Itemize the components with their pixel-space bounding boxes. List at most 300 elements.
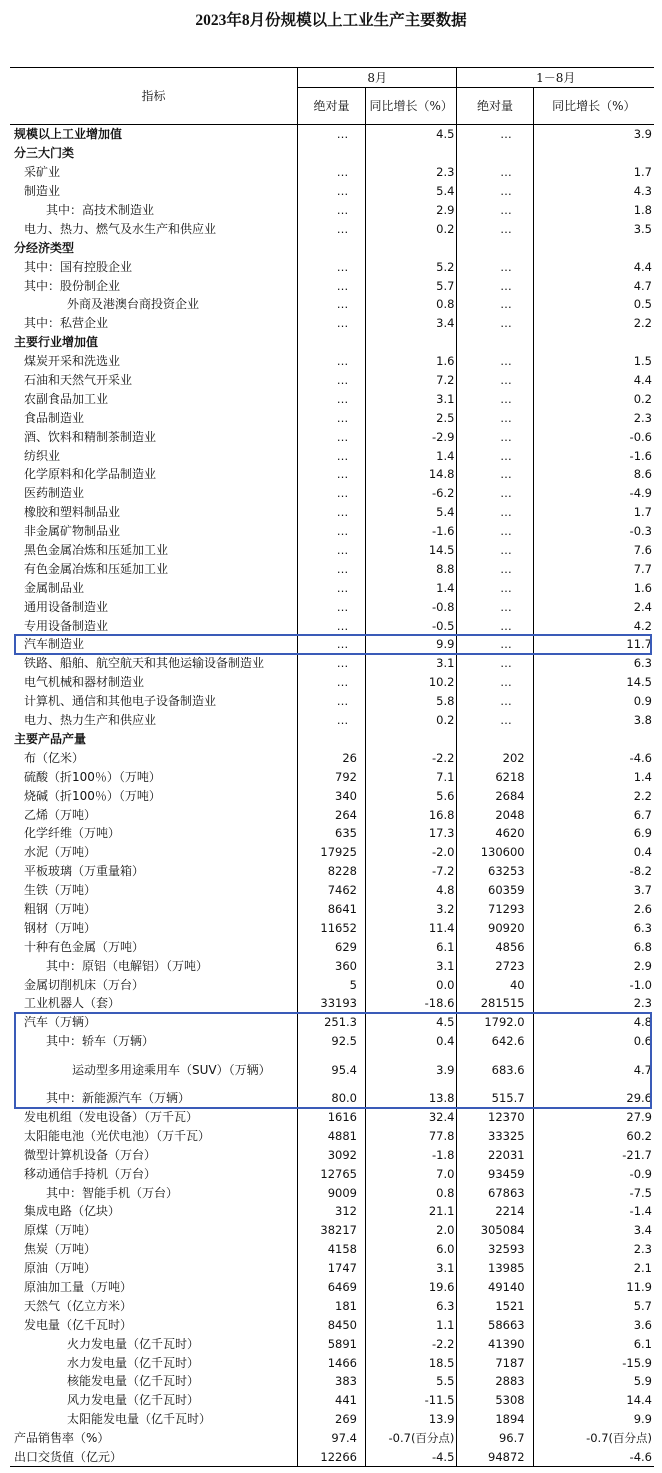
table-row — [10, 1240, 654, 1259]
row-label: 食品制造业 — [10, 408, 297, 427]
cell-month-abs: 383 — [297, 1372, 365, 1391]
cell-ytd-abs: 683.6 — [457, 1051, 533, 1089]
row-label: 其中：股份制企业 — [10, 276, 297, 295]
cell-month-yoy: 2.9 — [366, 201, 457, 220]
table-row — [10, 371, 654, 390]
table-row — [10, 1032, 654, 1051]
row-label: 钢材（万吨） — [10, 918, 297, 937]
cell-month-yoy: 9.9 — [366, 635, 457, 654]
cell-ytd-abs: 1521 — [457, 1296, 533, 1315]
row-label: 金属切削机床（万台） — [10, 975, 297, 994]
cell-ytd-yoy: 2.1 — [633, 1261, 652, 1276]
page-title: 2023年8月份规模以上工业生产主要数据 — [195, 12, 467, 29]
cell-month-yoy: 1.6 — [366, 352, 457, 371]
row-label: 石油和天然气开采业 — [10, 371, 297, 390]
cell-month-abs: … — [297, 559, 365, 578]
cell-ytd-yoy: -15.9 — [622, 1355, 652, 1370]
cell-month-abs: 12266 — [297, 1448, 365, 1467]
header-indicator: 指标 — [10, 68, 297, 125]
cell-ytd-yoy: 4.8 — [633, 1015, 652, 1030]
table-row — [10, 1278, 654, 1297]
cell-ytd-abs: 33325 — [457, 1126, 533, 1145]
table-row — [10, 238, 654, 257]
cell-month-yoy: -2.2 — [366, 748, 457, 767]
cell-ytd-yoy: -21.7 — [622, 1147, 652, 1162]
row-label: 烧碱（折100％）（万吨） — [10, 786, 297, 805]
cell-month-yoy: -0.5 — [366, 616, 457, 635]
header-yoy-month: 同比增长（%） — [366, 88, 457, 125]
cell-ytd-abs: 6218 — [457, 767, 533, 786]
cell-month-yoy: 14.8 — [366, 465, 457, 484]
cell-ytd-abs: 60359 — [457, 881, 533, 900]
cell-month-yoy: 13.9 — [366, 1410, 457, 1429]
cell-ytd-yoy: 1.6 — [633, 580, 652, 595]
row-label: 其中：轿车（万辆） — [10, 1032, 297, 1051]
cell-month-yoy: 5.4 — [366, 182, 457, 201]
cell-ytd-abs: … — [457, 484, 533, 503]
row-label: 农副食品加工业 — [10, 389, 297, 408]
table-row — [10, 1315, 654, 1334]
row-label: 分经济类型 — [10, 238, 297, 257]
cell-month-abs: 80.0 — [297, 1089, 365, 1108]
cell-month-abs: 8450 — [297, 1315, 365, 1334]
cell-ytd-abs: 32593 — [457, 1240, 533, 1259]
table-row — [10, 975, 654, 994]
row-label: 核能发电量（亿千瓦时） — [10, 1372, 297, 1391]
table-row — [10, 1221, 654, 1240]
cell-ytd-abs: 1792.0 — [457, 1013, 533, 1032]
row-label: 黑色金属冶炼和压延加工业 — [10, 541, 297, 560]
row-label: 硫酸（折100％）（万吨） — [10, 767, 297, 786]
cell-ytd-yoy: 11.9 — [626, 1279, 652, 1294]
cell-month-yoy: 19.6 — [366, 1278, 457, 1297]
row-label: 通用设备制造业 — [10, 597, 297, 616]
cell-ytd-yoy: 1.5 — [633, 354, 652, 369]
cell-ytd-yoy: 6.1 — [633, 1336, 652, 1351]
cell-month-yoy — [366, 144, 457, 163]
cell-ytd-yoy: 4.2 — [633, 618, 652, 633]
header-abs-month: 绝对量 — [297, 88, 365, 125]
row-label: 金属制品业 — [10, 578, 297, 597]
cell-month-yoy: 3.1 — [366, 654, 457, 673]
table-row — [10, 522, 654, 541]
cell-month-yoy — [366, 333, 457, 352]
cell-month-abs: 360 — [297, 956, 365, 975]
table-row — [10, 578, 654, 597]
table-row — [10, 711, 654, 730]
cell-month-yoy — [366, 238, 457, 257]
cell-ytd-abs: 2723 — [457, 956, 533, 975]
table-row — [10, 1296, 654, 1315]
cell-ytd-yoy: 7.7 — [633, 561, 652, 576]
cell-ytd-yoy: 9.9 — [633, 1412, 652, 1427]
table-body — [10, 125, 654, 1467]
table-row — [10, 182, 654, 201]
cell-ytd-abs: 93459 — [457, 1164, 533, 1183]
cell-month-yoy: 6.1 — [366, 937, 457, 956]
row-label: 出口交货值（亿元） — [10, 1448, 297, 1467]
cell-month-yoy: -4.5 — [366, 1448, 457, 1467]
cell-ytd-yoy: 1.4 — [633, 769, 652, 784]
row-label: 采矿业 — [10, 163, 297, 182]
cell-ytd-yoy: 4.7 — [633, 1062, 652, 1077]
cell-month-abs: 4881 — [297, 1126, 365, 1145]
table-row — [10, 1164, 654, 1183]
table-row — [10, 1334, 654, 1353]
table-row — [10, 125, 654, 144]
row-label: 其中：智能手机（万台） — [10, 1183, 297, 1202]
cell-month-yoy: 7.1 — [366, 767, 457, 786]
cell-ytd-abs: … — [457, 465, 533, 484]
table-row — [10, 1126, 654, 1145]
cell-month-abs: … — [297, 578, 365, 597]
cell-month-yoy: 0.0 — [366, 975, 457, 994]
table-row — [10, 295, 654, 314]
cell-month-abs: 7462 — [297, 881, 365, 900]
row-label: 产品销售率（%） — [10, 1429, 297, 1448]
cell-ytd-abs: 94872 — [457, 1448, 533, 1467]
header-period-ytd: 1－8月 — [457, 68, 654, 88]
cell-month-yoy: 5.4 — [366, 503, 457, 522]
cell-ytd-abs: 305084 — [457, 1221, 533, 1240]
row-label: 制造业 — [10, 182, 297, 201]
cell-ytd-yoy: 2.3 — [633, 996, 652, 1011]
cell-ytd-yoy: 3.4 — [633, 1223, 652, 1238]
cell-month-yoy: -2.0 — [366, 843, 457, 862]
cell-month-abs: 1616 — [297, 1108, 365, 1127]
cell-ytd-yoy: 0.4 — [633, 845, 652, 860]
cell-month-abs: … — [297, 541, 365, 560]
cell-month-abs: 340 — [297, 786, 365, 805]
cell-month-abs: … — [297, 352, 365, 371]
cell-ytd-yoy: 2.6 — [633, 901, 652, 916]
cell-month-yoy: 5.6 — [366, 786, 457, 805]
cell-month-abs: 38217 — [297, 1221, 365, 1240]
cell-month-yoy: 6.3 — [366, 1296, 457, 1315]
cell-ytd-yoy: 1.8 — [633, 203, 652, 217]
cell-ytd-abs: … — [457, 314, 533, 333]
cell-ytd-yoy — [533, 730, 654, 749]
table-row — [10, 805, 654, 824]
cell-month-abs: 17925 — [297, 843, 365, 862]
cell-month-yoy: -7.2 — [366, 862, 457, 881]
cell-month-abs: 1747 — [297, 1259, 365, 1278]
cell-ytd-yoy: 6.3 — [633, 920, 652, 935]
cell-ytd-yoy: 1.7 — [633, 505, 652, 520]
table-row — [10, 1448, 654, 1467]
cell-month-abs: 6469 — [297, 1278, 365, 1297]
cell-ytd-abs: … — [457, 427, 533, 446]
cell-ytd-yoy: -4.6 — [629, 1450, 652, 1464]
row-label: 电力、热力、燃气及水生产和供应业 — [10, 219, 297, 238]
cell-ytd-abs: … — [457, 692, 533, 711]
table-row — [10, 1202, 654, 1221]
cell-month-abs — [297, 333, 365, 352]
row-label: 橡胶和塑料制品业 — [10, 503, 297, 522]
cell-month-abs — [297, 238, 365, 257]
cell-month-abs: 251.3 — [297, 1013, 365, 1032]
row-label: 运动型多用途乘用车（SUV）（万辆） — [10, 1051, 297, 1089]
cell-ytd-yoy: -1.0 — [629, 977, 652, 992]
cell-ytd-yoy: -8.2 — [629, 864, 652, 879]
cell-ytd-abs: … — [457, 219, 533, 238]
cell-ytd-abs: … — [457, 182, 533, 201]
row-label: 集成电路（亿块） — [10, 1202, 297, 1221]
table-row — [10, 503, 654, 522]
cell-month-abs: 5 — [297, 975, 365, 994]
table-row — [10, 616, 654, 635]
cell-ytd-abs: … — [457, 408, 533, 427]
cell-ytd-abs — [457, 144, 533, 163]
row-label: 天然气（亿立方米） — [10, 1296, 297, 1315]
cell-month-yoy: 5.7 — [366, 276, 457, 295]
cell-month-yoy: 14.5 — [366, 541, 457, 560]
row-label: 专用设备制造业 — [10, 616, 297, 635]
table-row — [10, 767, 654, 786]
table-row — [10, 1013, 654, 1032]
cell-ytd-abs: … — [457, 597, 533, 616]
cell-ytd-abs: … — [457, 125, 533, 144]
cell-ytd-abs: 4620 — [457, 824, 533, 843]
cell-month-abs: … — [297, 295, 365, 314]
row-label: 原煤（万吨） — [10, 1221, 297, 1240]
cell-ytd-abs: … — [457, 276, 533, 295]
cell-ytd-yoy: 29.6 — [626, 1091, 652, 1106]
cell-ytd-yoy: 6.9 — [633, 826, 652, 841]
table-row — [10, 144, 654, 163]
cell-month-abs: 9009 — [297, 1183, 365, 1202]
row-label: 平板玻璃（万重量箱） — [10, 862, 297, 881]
cell-ytd-abs — [457, 730, 533, 749]
cell-month-abs: … — [297, 201, 365, 220]
cell-ytd-abs: … — [457, 711, 533, 730]
cell-ytd-abs: … — [457, 616, 533, 635]
cell-ytd-abs: 40 — [457, 975, 533, 994]
cell-ytd-abs: … — [457, 503, 533, 522]
cell-ytd-abs: 642.6 — [457, 1032, 533, 1051]
cell-month-abs: … — [297, 465, 365, 484]
row-label: 分三大门类 — [10, 144, 297, 163]
cell-ytd-abs: … — [457, 295, 533, 314]
cell-ytd-yoy: 3.9 — [633, 127, 652, 142]
cell-month-abs: 33193 — [297, 994, 365, 1013]
row-label: 电力、热力生产和供应业 — [10, 711, 297, 730]
cell-month-yoy: -18.6 — [366, 994, 457, 1013]
cell-ytd-abs: 2214 — [457, 1202, 533, 1221]
row-label: 布（亿米） — [10, 748, 297, 767]
cell-month-abs: … — [297, 711, 365, 730]
cell-month-yoy: 0.4 — [366, 1032, 457, 1051]
cell-ytd-abs: 22031 — [457, 1145, 533, 1164]
cell-ytd-abs: 12370 — [457, 1108, 533, 1127]
row-label: 移动通信手持机（万台） — [10, 1164, 297, 1183]
cell-month-yoy: 21.1 — [366, 1202, 457, 1221]
cell-month-yoy: 2.5 — [366, 408, 457, 427]
cell-month-yoy: 4.5 — [366, 1013, 457, 1032]
cell-ytd-abs: … — [457, 352, 533, 371]
cell-ytd-yoy: 0.6 — [633, 1034, 652, 1049]
row-label: 水力发电量（亿千瓦时） — [10, 1353, 297, 1372]
data-table — [10, 67, 654, 1467]
cell-ytd-yoy: 2.9 — [633, 958, 652, 973]
cell-month-yoy: 3.1 — [366, 389, 457, 408]
cell-month-abs: 5891 — [297, 1334, 365, 1353]
cell-ytd-yoy: 2.3 — [633, 410, 652, 425]
row-label: 生铁（万吨） — [10, 881, 297, 900]
cell-ytd-abs: 67863 — [457, 1183, 533, 1202]
table-row — [10, 1145, 654, 1164]
row-label: 化学纤维（万吨） — [10, 824, 297, 843]
row-label: 化学原料和化学品制造业 — [10, 465, 297, 484]
table-row — [10, 654, 654, 673]
table-row — [10, 1051, 654, 1089]
table-row — [10, 881, 654, 900]
row-label: 规模以上工业增加值 — [10, 125, 297, 144]
row-label: 微型计算机设备（万台） — [10, 1145, 297, 1164]
cell-ytd-abs: 281515 — [457, 994, 533, 1013]
row-label: 焦炭（万吨） — [10, 1240, 297, 1259]
cell-ytd-abs: … — [457, 371, 533, 390]
cell-ytd-yoy: 2.2 — [633, 316, 652, 331]
cell-month-abs: … — [297, 522, 365, 541]
cell-month-abs: … — [297, 427, 365, 446]
cell-month-yoy: 5.5 — [366, 1372, 457, 1391]
table-row — [10, 1259, 654, 1278]
table-row — [10, 314, 654, 333]
row-label: 电气机械和器材制造业 — [10, 673, 297, 692]
cell-ytd-yoy: 6.3 — [633, 656, 652, 671]
table-row — [10, 918, 654, 937]
table-row — [10, 1108, 654, 1127]
cell-ytd-abs: 130600 — [457, 843, 533, 862]
row-label: 粗钢（万吨） — [10, 900, 297, 919]
cell-month-abs: … — [297, 635, 365, 654]
table-row — [10, 219, 654, 238]
cell-ytd-yoy: 0.2 — [633, 391, 652, 406]
cell-ytd-yoy: 4.4 — [633, 259, 652, 274]
cell-month-abs: … — [297, 219, 365, 238]
table-row — [10, 748, 654, 767]
cell-ytd-yoy: 4.4 — [633, 373, 652, 388]
row-label: 其中：新能源汽车（万辆） — [10, 1089, 297, 1108]
cell-month-abs: … — [297, 125, 365, 144]
cell-ytd-yoy: 3.6 — [633, 1317, 652, 1332]
cell-month-abs: … — [297, 446, 365, 465]
table-row — [10, 201, 654, 220]
cell-month-abs: 12765 — [297, 1164, 365, 1183]
cell-ytd-yoy: -1.6 — [629, 448, 652, 463]
cell-ytd-abs: … — [457, 541, 533, 560]
table-row — [10, 446, 654, 465]
cell-ytd-yoy: 0.9 — [633, 694, 652, 709]
table-row — [10, 352, 654, 371]
cell-month-abs: … — [297, 692, 365, 711]
table-row — [10, 937, 654, 956]
row-label: 外商及港澳台商投资企业 — [10, 295, 297, 314]
row-label: 水泥（万吨） — [10, 843, 297, 862]
cell-month-yoy: 5.2 — [366, 257, 457, 276]
header-row-periods — [10, 68, 654, 88]
row-label: 太阳能电池（光伏电池）（万千瓦） — [10, 1126, 297, 1145]
cell-ytd-abs: … — [457, 673, 533, 692]
cell-ytd-abs: 2684 — [457, 786, 533, 805]
table-row — [10, 1089, 654, 1108]
cell-ytd-abs: 1894 — [457, 1410, 533, 1429]
cell-ytd-abs: 41390 — [457, 1334, 533, 1353]
table-row — [10, 333, 654, 352]
cell-ytd-abs: 4856 — [457, 937, 533, 956]
row-label: 主要产品产量 — [10, 730, 297, 749]
row-label: 其中：私营企业 — [10, 314, 297, 333]
cell-month-abs: 4158 — [297, 1240, 365, 1259]
cell-ytd-abs: … — [457, 201, 533, 220]
cell-ytd-abs: … — [457, 559, 533, 578]
cell-month-abs: 629 — [297, 937, 365, 956]
cell-ytd-abs: 49140 — [457, 1278, 533, 1297]
row-label: 医药制造业 — [10, 484, 297, 503]
cell-month-abs: 181 — [297, 1296, 365, 1315]
table-row — [10, 559, 654, 578]
cell-month-yoy: 16.8 — [366, 805, 457, 824]
cell-month-yoy: -2.9 — [366, 427, 457, 446]
cell-ytd-abs: 7187 — [457, 1353, 533, 1372]
cell-month-yoy: 7.2 — [366, 371, 457, 390]
table-row — [10, 276, 654, 295]
table-row — [10, 465, 654, 484]
row-label: 非金属矿物制品业 — [10, 522, 297, 541]
cell-month-yoy: -2.2 — [366, 1334, 457, 1353]
table-row — [10, 786, 654, 805]
cell-month-abs: … — [297, 654, 365, 673]
cell-month-abs: … — [297, 257, 365, 276]
cell-ytd-yoy: 2.2 — [633, 788, 652, 803]
cell-month-abs: 1466 — [297, 1353, 365, 1372]
cell-month-abs: 312 — [297, 1202, 365, 1221]
cell-month-abs: 11652 — [297, 918, 365, 937]
cell-month-yoy: 3.1 — [366, 1259, 457, 1278]
table-row — [10, 541, 654, 560]
cell-ytd-yoy: -1.4 — [629, 1204, 652, 1219]
table-row — [10, 257, 654, 276]
cell-month-yoy: -0.7(百分点) — [366, 1429, 457, 1448]
row-label: 煤炭开采和洗选业 — [10, 352, 297, 371]
table-row — [10, 408, 654, 427]
table-row — [10, 1410, 654, 1429]
row-label: 其中：原铝（电解铝）（万吨） — [10, 956, 297, 975]
cell-ytd-yoy: 6.7 — [633, 807, 652, 822]
cell-month-yoy: 8.8 — [366, 559, 457, 578]
cell-month-abs: 8228 — [297, 862, 365, 881]
row-label: 工业机器人（套） — [10, 994, 297, 1013]
cell-ytd-yoy: 3.8 — [633, 713, 652, 728]
cell-ytd-yoy: 2.4 — [633, 599, 652, 614]
table-row — [10, 484, 654, 503]
cell-ytd-yoy: -0.6 — [629, 429, 652, 444]
cell-ytd-abs — [457, 238, 533, 257]
table-row — [10, 692, 654, 711]
cell-month-abs: … — [297, 408, 365, 427]
cell-ytd-abs: … — [457, 163, 533, 182]
cell-ytd-yoy: -0.3 — [629, 524, 652, 539]
cell-month-yoy: 4.5 — [366, 125, 457, 144]
cell-month-yoy: -11.5 — [366, 1391, 457, 1410]
header-abs-ytd: 绝对量 — [457, 88, 533, 125]
header-yoy-ytd: 同比增长（%） — [533, 88, 654, 125]
cell-ytd-abs: 5308 — [457, 1391, 533, 1410]
row-label: 其中：高技术制造业 — [10, 201, 297, 220]
row-label: 发电量（亿千瓦时） — [10, 1315, 297, 1334]
cell-month-yoy: 0.2 — [366, 219, 457, 238]
